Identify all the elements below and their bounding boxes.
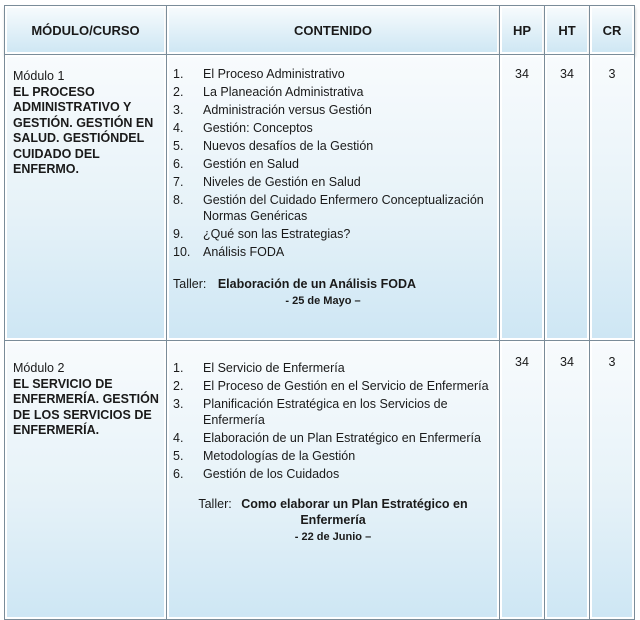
list-item — [173, 157, 493, 173]
list-item — [173, 467, 493, 483]
list-item — [173, 379, 493, 395]
topic-text: Gestión: Conceptos — [203, 121, 313, 135]
list-item — [173, 175, 493, 191]
header-contenido: CONTENIDO — [167, 6, 500, 55]
header-modulo: MÓDULO/CURSO — [5, 6, 167, 55]
list-item — [173, 431, 493, 447]
topic-text: Administración versus Gestión — [203, 103, 372, 117]
topic-number: 3. — [173, 103, 184, 117]
cr-value: 3 — [590, 55, 635, 341]
taller-title: Elaboración de un Análisis FODA — [217, 277, 417, 291]
module-name: EL PROCESO ADMINISTRATIVO Y GESTIÓN. GESTIÓN EN SALUD. GESTIÓNDEL CUIDADO DEL ENFERMO. — [13, 84, 154, 176]
header-hp: HP — [500, 6, 545, 55]
topic-text: Planificación Estratégica en los Servicios de Enfermería — [203, 397, 448, 427]
module-name: EL SERVICIO DE ENFERMERÍA. GESTIÓN DE LOS SERVICIOS DE ENFERMERÍA. — [13, 376, 159, 437]
topic-number: 9. — [173, 226, 184, 241]
topic-text: El Proceso Administrativo — [203, 67, 345, 81]
topic-number: 1. — [173, 67, 184, 81]
ht-value: 34 — [545, 341, 590, 620]
ht-value: 34 — [545, 55, 590, 341]
topic-number: 8. — [173, 193, 184, 207]
module-cell — [5, 55, 167, 341]
curriculum-table — [4, 5, 635, 620]
topic-text: Gestión de los Cuidados — [203, 466, 340, 481]
topic-number: 10. — [173, 244, 191, 259]
topic-number: 2. — [173, 379, 184, 393]
topic-text: Niveles de Gestión en Salud — [203, 175, 361, 189]
topic-text: Análisis FODA — [203, 244, 285, 259]
taller-date: - 22 de Junio – — [294, 531, 372, 543]
topic-text: La Planeación Administrativa — [203, 85, 364, 99]
topic-list — [173, 361, 493, 482]
cr-value: 3 — [590, 341, 635, 620]
content-cell — [167, 55, 500, 341]
taller-label: Taller: — [198, 497, 232, 511]
curriculum-table-wrapper — [4, 5, 634, 620]
topic-text: Gestión del Cuidado Enfermero Conceptualización Normas Genéricas — [203, 193, 484, 223]
topic-text: Elaboración de un Plan Estratégico en Enfermería — [203, 430, 481, 445]
list-item — [173, 227, 493, 243]
header-ht: HT — [545, 6, 590, 55]
taller-block — [173, 276, 493, 309]
taller-block — [173, 496, 493, 545]
table-row — [5, 55, 635, 341]
topic-number: 5. — [173, 448, 184, 463]
hp-value: 34 — [500, 55, 545, 341]
list-item — [173, 397, 493, 428]
list-item — [173, 121, 493, 137]
table-row — [5, 341, 635, 620]
header-row — [5, 6, 635, 55]
topic-list — [173, 67, 493, 260]
topic-number: 6. — [173, 466, 184, 481]
topic-text: ¿Qué son las Estrategias? — [203, 226, 351, 241]
topic-number: 2. — [173, 85, 184, 99]
hp-value: 34 — [500, 341, 545, 620]
list-item — [173, 139, 493, 155]
module-cell — [5, 341, 167, 620]
list-item — [173, 85, 493, 101]
list-item — [173, 361, 493, 377]
topic-number: 5. — [173, 139, 184, 153]
topic-number: 6. — [173, 157, 184, 171]
module-number: Módulo 1 — [13, 69, 65, 83]
topic-text: El Proceso de Gestión en el Servicio de Enfermería — [203, 379, 489, 393]
list-item — [173, 103, 493, 119]
taller-title: Como elaborar un Plan Estratégico en Enfermería — [241, 497, 468, 527]
topic-number: 7. — [173, 175, 184, 189]
topic-number: 3. — [173, 397, 184, 411]
topic-number: 1. — [173, 361, 184, 375]
topic-text: Nuevos desafíos de la Gestión — [203, 139, 374, 153]
content-cell — [167, 341, 500, 620]
list-item — [173, 193, 493, 224]
topic-number: 4. — [173, 430, 184, 445]
module-number: Módulo 2 — [13, 361, 65, 375]
topic-text: El Servicio de Enfermería — [203, 361, 345, 375]
topic-number: 4. — [173, 121, 184, 135]
topic-text: Gestión en Salud — [203, 157, 299, 171]
list-item — [173, 67, 493, 83]
topic-text: Metodologías de la Gestión — [203, 448, 356, 463]
taller-label: Taller: — [173, 277, 207, 291]
list-item — [173, 449, 493, 465]
list-item — [173, 245, 493, 261]
header-cr: CR — [590, 6, 635, 55]
taller-date: - 25 de Mayo – — [285, 295, 361, 307]
